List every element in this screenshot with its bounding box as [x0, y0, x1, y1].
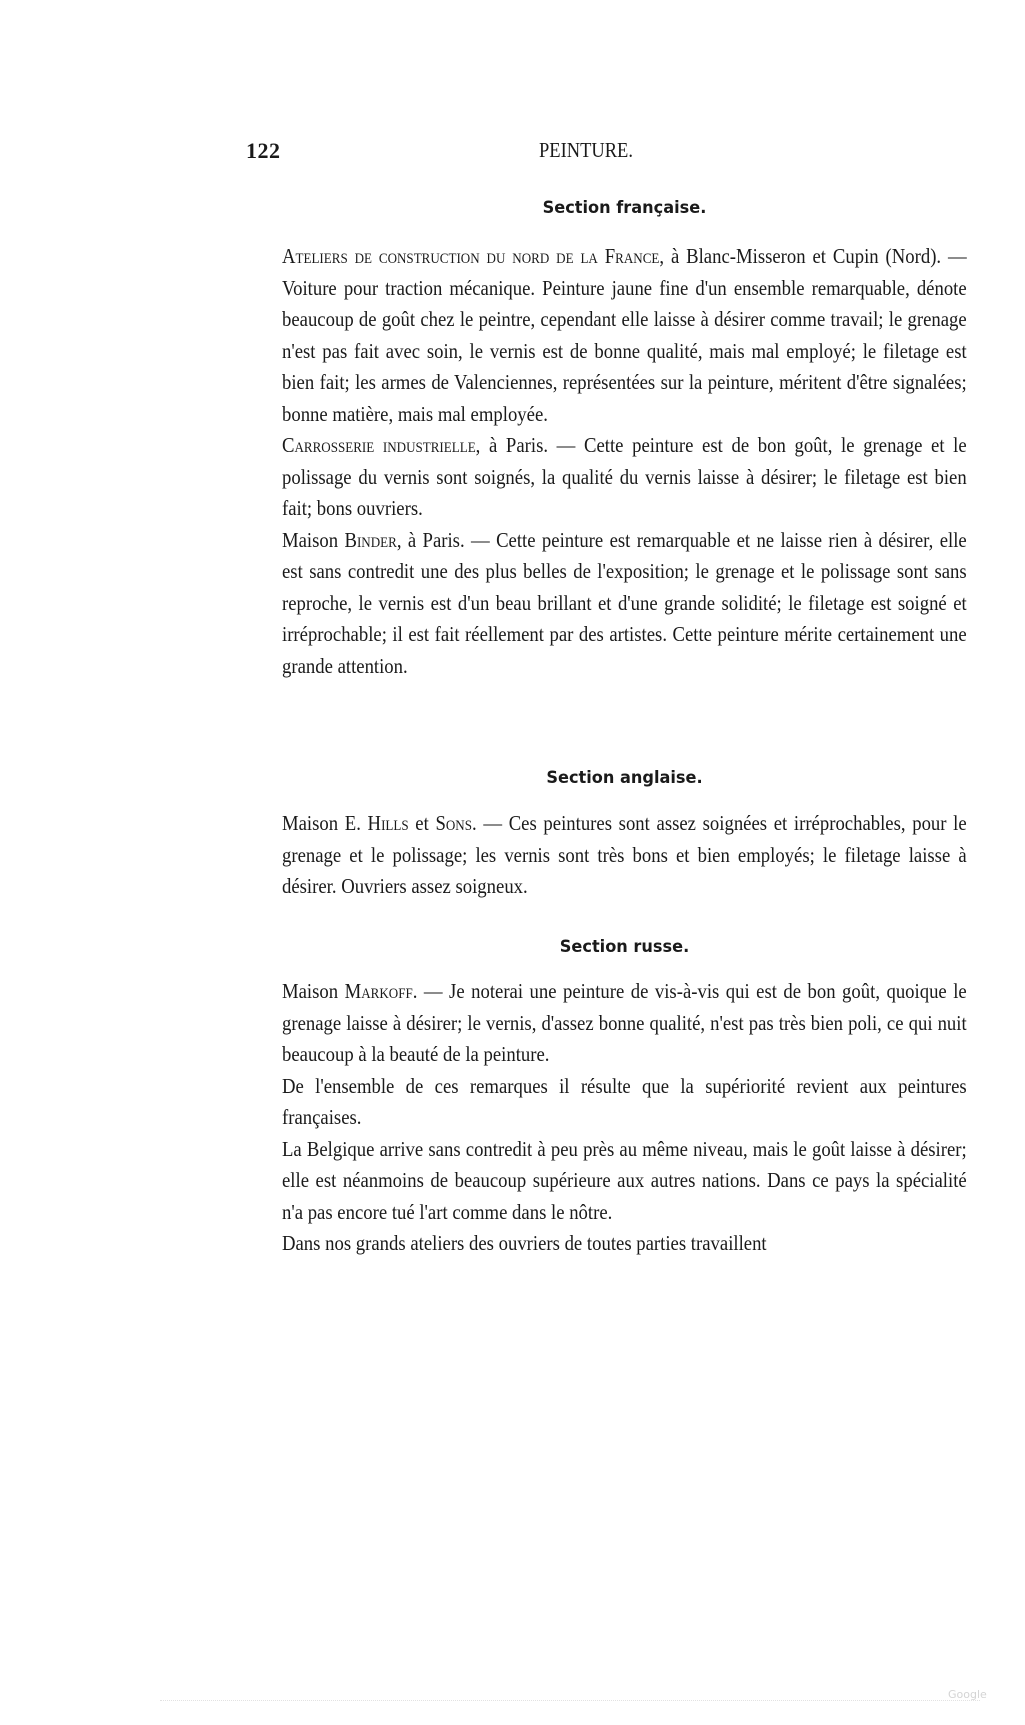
exhibitor-name-2: Sons: [435, 811, 472, 835]
exhibitor-name: Carrosserie industrielle: [282, 433, 476, 457]
running-head: [246, 138, 946, 168]
exhibitor-name: Binder: [344, 527, 397, 552]
paragraph-maison-hills: [282, 808, 967, 903]
section-anglaise-body: [282, 808, 967, 903]
paragraph-conclusion: De l'ensemble de ces remarques il résulte que la supériorité revient aux peintures françaises.: [282, 1073, 967, 1129]
paragraph-text: , à Paris. — Cette peinture est de bon goût, le grenage et le polissage du vernis sont soignés, la qualité du vernis laisse à désirer; le filetage est bien fait; bons ouvriers.: [282, 433, 967, 520]
paragraph-belgique: La Belgique arrive sans contredit à peu près au même niveau, mais le goût laisse à désirer; elle est néanmoins de beaucoup supérieure aux autres nations. Dans ce pays la spécialité n'a pas encore tué l'art comme dans le nôtre.: [282, 1136, 967, 1224]
running-title: PEINTURE.: [539, 138, 633, 162]
paragraph-text: . — Ces peintures sont assez soignées et irréprochables, pour le grenage et le polissage; les vernis sont très bons et bien employés; le filetage laisse à désirer. Ouvriers assez soigneux.: [282, 811, 967, 898]
paragraph-ateliers-nord: [282, 241, 967, 430]
paragraph-text: . — Je noterai une peinture de vis-à-vis qui est de bon goût, quoique le grenage laisse à désirer; le vernis, d'assez bonne qualité, n'est pas très bien poli, ce qui nuit beaucoup à la beauté de la peinture.: [282, 979, 967, 1066]
paragraph-prefix: Maison: [282, 979, 345, 1003]
paragraph-mid: et: [408, 811, 436, 835]
paragraph-text: , à Paris. — Cette peinture est remarquable et ne laisse rien à désirer, elle est sans contredit une des plus belles de l'exposition; le grenage et le polissage sont sans reproche, le vernis est d'un beau brillant et d'une grande solidité; le filetage est soigné et irréprochable; il est fait réellement par des artistes. Cette peinture mérite certainement une grande attention.: [282, 527, 967, 678]
section-francaise: [282, 198, 967, 218]
section-russe: [282, 937, 967, 957]
scan-watermark: Google: [948, 1688, 987, 1701]
section-francaise-body: [282, 241, 967, 682]
scan-noise: [160, 1700, 980, 1702]
section-russe-body: [282, 976, 967, 1260]
paragraph-maison-binder: [282, 525, 967, 683]
paragraph-maison-markoff: [282, 976, 967, 1071]
section-heading: Section russe.: [559, 937, 690, 957]
section-heading: Section française.: [542, 198, 707, 218]
exhibitor-name: Markoff: [344, 979, 413, 1003]
exhibitor-name: Ateliers de construction du nord de la France: [282, 244, 660, 268]
paragraph-prefix: Maison: [282, 527, 345, 552]
paragraph-text: , à Blanc-Misseron et Cupin (Nord). — Voiture pour traction mécanique. Peinture jaune fine d'un ensemble remarquable, dénote beaucoup de goût chez le peintre, cependant elle laisse à désirer comme travail; le grenage n'est pas fait avec soin, le vernis est de bonne qualité, mais mal employé; le filetage est bien fait; les armes de Valenciennes, représentées sur la peinture, méritent d'être signalées; bonne matière, mais mal employée.: [282, 244, 967, 426]
paragraph-prefix: Maison E.: [282, 811, 368, 835]
exhibitor-name: Hills: [367, 811, 409, 835]
section-anglaise: [282, 768, 967, 788]
page-number: 122: [246, 138, 281, 163]
section-heading: Section anglaise.: [546, 768, 703, 788]
paragraph-carrosserie-industrielle: [282, 430, 967, 525]
paragraph-grands-ateliers: Dans nos grands ateliers des ouvriers de toutes parties travaillent: [282, 1231, 767, 1255]
